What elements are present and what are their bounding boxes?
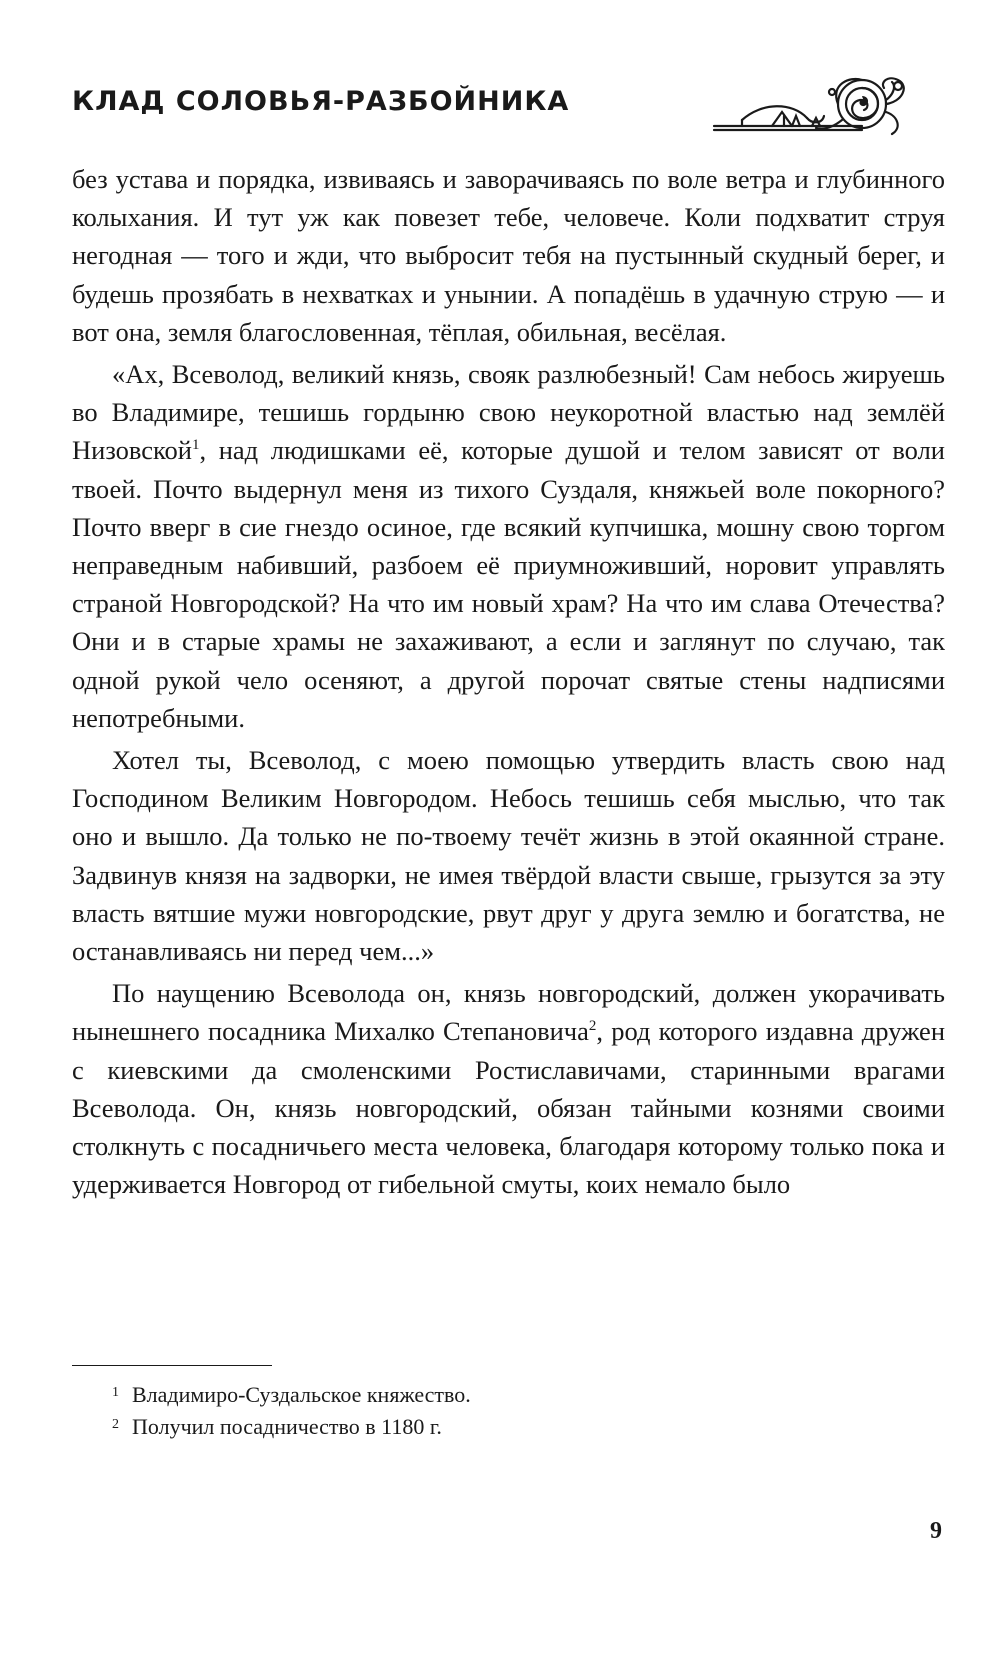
footnote-mark: 1 [112,1385,119,1400]
footnote [72,1411,945,1443]
paragraph: По наущению Всеволода он, князь новгородский, должен укорачивать нынешнего посадника Михалко Степановича$^2$, род которого издавна дружен с киевскими да смоленскими Ростиславичами, старинными врагами Всеволода. Он, князь новгородский, обязан тайными кознями своими столкнуть с посадничьего места человека, благодаря которому только пока и удерживается Новгород от гибельной смуты, коих немало было [72,978,945,1200]
paragraph: «Ах, Всеволод, великий князь, свояк разлюбезный! Сам небось жируешь во Владимире, тешишь гордыню свою неукоротной властью над землёй Низовской$^1$, над людишками её, которые душой и телом зависят от воли твоей. Почто выдернул меня из тихого Суздаля, княжьей воле покорного? Почто вверг в сие гнездо осиное, где всякий купчишка, мошну свою торгом неправедным набивший, разбоем её приумноживший, норовит управлять страной Новгородской? На что им новый храм? На что им слава Отечества? Они и в старые храмы не захаживают, а если и заглянут по случаю, так одной рукой чело осеняют, а другой порочат святые стены надписями непотребными. [72,359,945,733]
running-title: КЛАД СОЛОВЬЯ-РАЗБОЙНИКА [72,86,570,117]
page-number: 9 [930,1518,942,1544]
celtic-knot-ornament-icon [712,72,952,142]
paragraph: без устава и порядка, извиваясь и заворачиваясь по воле ветра и глубинного колыхания. И тут уж как повезет тебе, человече. Коли подхватит струя негодная — того и жди, что выбросит тебя на пустынный скудный берег, и будешь прозябать в нехватках и унынии. А попадёшь в удачную струю — и вот она, земля благословенная, тёплая, обильная, весёлая. [72,164,945,347]
footnote-ref: 2 [588,1018,597,1035]
footnote-mark: 2 [112,1417,119,1432]
body-text [72,160,945,1203]
footnotes [72,1379,945,1443]
page-header [72,72,952,142]
footnote [72,1379,945,1411]
footnote-text: Получил посадничество в 1180 г. [132,1414,442,1439]
paragraph: Хотел ты, Всеволод, с моею помощью утвердить власть свою над Господином Великим Новгородом. Небось тешишь себя мыслью, что так оно и вышло. Да только не по-твоему течёт жизнь в этой окаянной стране. Задвинув князя на задворки, не имея твёрдой власти свыше, грызутся за эту власть вятшие мужи новгородские, рвут друг у друга землю и богатства, не останавливаясь ни перед чем...» [72,745,945,967]
footnote-ref: 1 [191,437,200,454]
footnote-divider [72,1365,272,1366]
footnote-text: Владимиро-Суздальское княжество. [132,1382,471,1407]
